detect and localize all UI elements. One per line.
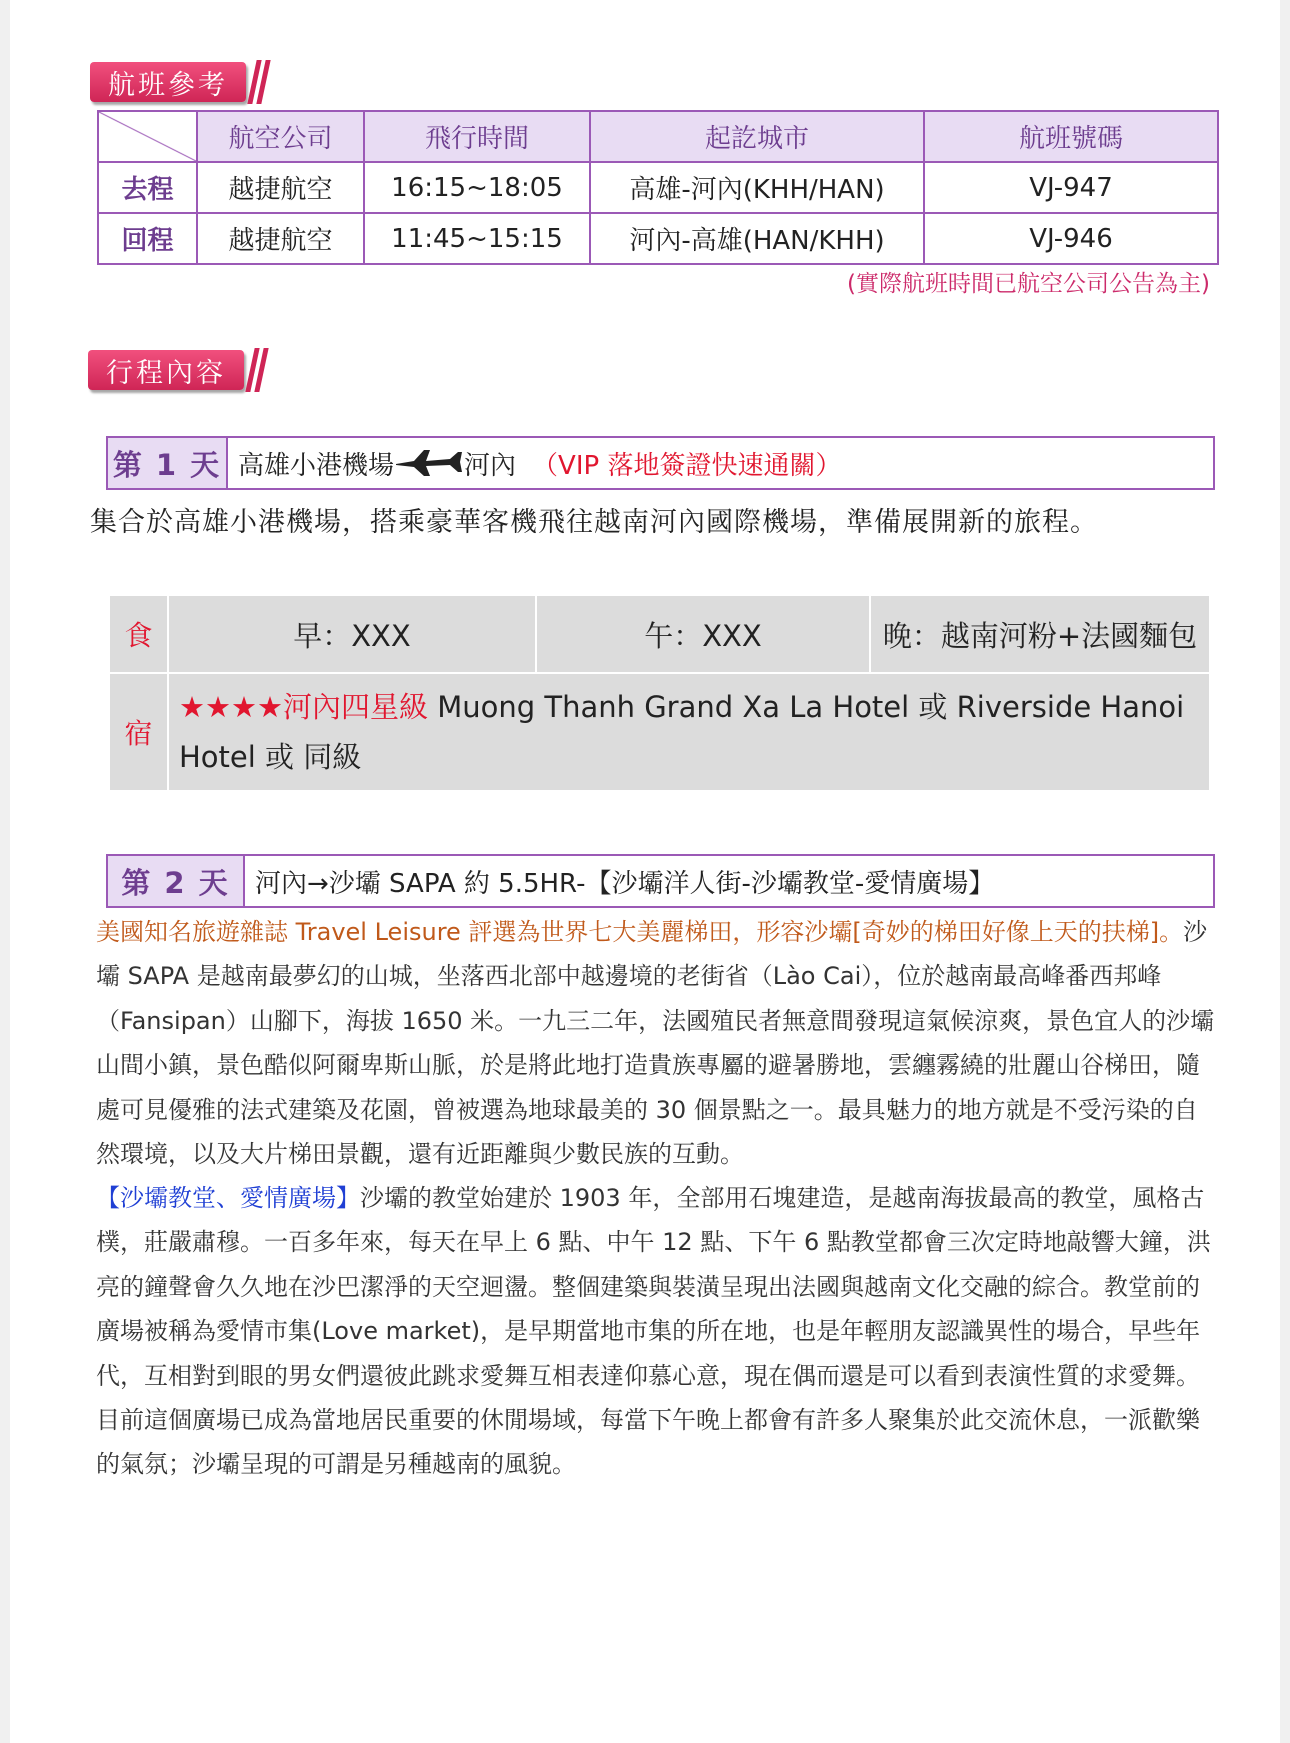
day2-title: 河內→沙壩 SAPA 約 5.5HR-【沙壩洋人街-沙壩教堂-愛情廣場】 bbox=[255, 868, 995, 899]
flight-header-row bbox=[98, 111, 1218, 162]
row-route: 河內-高雄(HAN/KHH) bbox=[590, 213, 924, 264]
flight-section-tag bbox=[90, 60, 272, 104]
document-page bbox=[10, 0, 1280, 1743]
day2-body: 沙壩 SAPA 是越南最夢幻的山城，坐落西北部中越邊境的老街省（Lào Cai），位於越南最高峰番西邦峰（Fansipan）山腳下，海拔 1650 米。一九三二年，法國殖民者無意間發現這氣候涼爽，景色宜人的沙壩山間小鎮，景色酷似阿爾卑斯山脈，於是將此地打造貴族專屬的避暑勝地，雲纏霧繞的壯麗山谷梯田，隨處可見優雅的法式建築及花園，曾被選為地球最美的 30 個景點之一。最具魅力的地方就是不受污染的自然環境，以及大片梯田景觀，還有近距離與少數民族的互動。 bbox=[96, 918, 1215, 1169]
flight-note: (實際航班時間已航空公司公告為主) bbox=[847, 271, 1210, 297]
day2-highlight: 美國知名旅遊雜誌 Travel Leisure 評選為世界七大美麗梯田，形容沙壩[奇妙的梯田好像上天的扶梯]。 bbox=[96, 918, 1184, 946]
flight-tag-label: 航班參考 bbox=[90, 62, 246, 102]
row-time: 16:15~18:05 bbox=[364, 162, 590, 213]
meal-key: 食 bbox=[109, 595, 168, 673]
header-time: 飛行時間 bbox=[364, 111, 590, 162]
airplane-icon bbox=[394, 448, 464, 478]
header-flight-no: 航班號碼 bbox=[924, 111, 1218, 162]
row-time: 11:45~15:15 bbox=[364, 213, 590, 264]
row-route: 高雄-河內(KHH/HAN) bbox=[590, 162, 924, 213]
row-leg: 去程 bbox=[98, 162, 197, 213]
day2-header bbox=[106, 854, 1215, 908]
day1-to: 河內 bbox=[464, 450, 517, 481]
tag-slash-decoration bbox=[247, 60, 276, 104]
vip-open-paren: （ bbox=[532, 450, 559, 481]
vip-close-paren: ） bbox=[815, 450, 842, 481]
day2-number: 第 2 天 bbox=[108, 856, 245, 906]
tag-slash-decoration bbox=[245, 348, 274, 392]
lunch-cell: 午：XXX bbox=[536, 595, 870, 673]
flight-table bbox=[97, 110, 1219, 265]
table-row bbox=[98, 213, 1218, 264]
day2-description bbox=[96, 910, 1221, 1176]
itinerary-section-tag bbox=[88, 348, 270, 392]
row-flight-no: VJ-946 bbox=[924, 213, 1218, 264]
row-flight-no: VJ-947 bbox=[924, 162, 1218, 213]
hotel-cell bbox=[168, 673, 1210, 791]
row-airline: 越捷航空 bbox=[197, 213, 364, 264]
table-corner-cell bbox=[98, 111, 197, 162]
day1-from: 高雄小港機場 bbox=[238, 450, 395, 481]
hotel-name: Muong Thanh Grand Xa La Hotel 或 Riverside Hanoi Hotel 或 同級 bbox=[179, 690, 1185, 774]
hotel-stars: ★★★★河內四星級 bbox=[179, 690, 428, 724]
church-highlight: 【沙壩教堂、愛情廣場】 bbox=[96, 1184, 360, 1212]
row-airline: 越捷航空 bbox=[197, 162, 364, 213]
day1-intro: 集合於高雄小港機場，搭乘豪華客機飛往越南河內國際機場，準備展開新的旅程。 bbox=[90, 507, 1098, 538]
header-route: 起訖城市 bbox=[590, 111, 924, 162]
header-airline: 航空公司 bbox=[197, 111, 364, 162]
day1-header bbox=[106, 436, 1215, 490]
day1-title bbox=[228, 438, 841, 488]
church-body: 沙壩的教堂始建於 1903 年，全部用石塊建造，是越南海拔最高的教堂，風格古樸，莊嚴肅穆。一百多年來，每天在早上 6 點、中午 12 點、下午 6 點教堂都會三次定時地敲響大鐘，洪亮的鐘聲會久久地在沙巴潔淨的天空迴盪。整個建築與裝潢呈現出法國與越南文化交融的綜合。教堂前的廣場被稱為愛情市集(Love market)，是早期當地市集的所在地，也是年輕朋友認識異性的場合，早些年代，互相對到眼的男女們還彼此跳求愛舞互相表達仰慕心意，現在偶而還是可以看到表演性質的求愛舞。目前這個廣場已成為當地居民重要的休閒場域，每當下午晚上都會有許多人聚集於此交流休息，一派歡樂的氣氛；沙壩呈現的可謂是另種越南的風貌。 bbox=[96, 1184, 1211, 1479]
dinner-cell: 晚：越南河粉+法國麵包 bbox=[870, 595, 1210, 673]
table-row bbox=[98, 162, 1218, 213]
church-description bbox=[96, 1176, 1221, 1487]
vip-visa-note: VIP 落地簽證快速通關 bbox=[558, 450, 816, 481]
itinerary-tag-label: 行程內容 bbox=[88, 350, 244, 390]
meals-table bbox=[108, 594, 1211, 792]
meals-row bbox=[109, 595, 1210, 673]
stay-key: 宿 bbox=[109, 673, 168, 791]
hotel-row bbox=[109, 673, 1210, 791]
day1-number: 第 1 天 bbox=[108, 438, 228, 488]
row-leg: 回程 bbox=[98, 213, 197, 264]
breakfast-cell: 早：XXX bbox=[168, 595, 536, 673]
